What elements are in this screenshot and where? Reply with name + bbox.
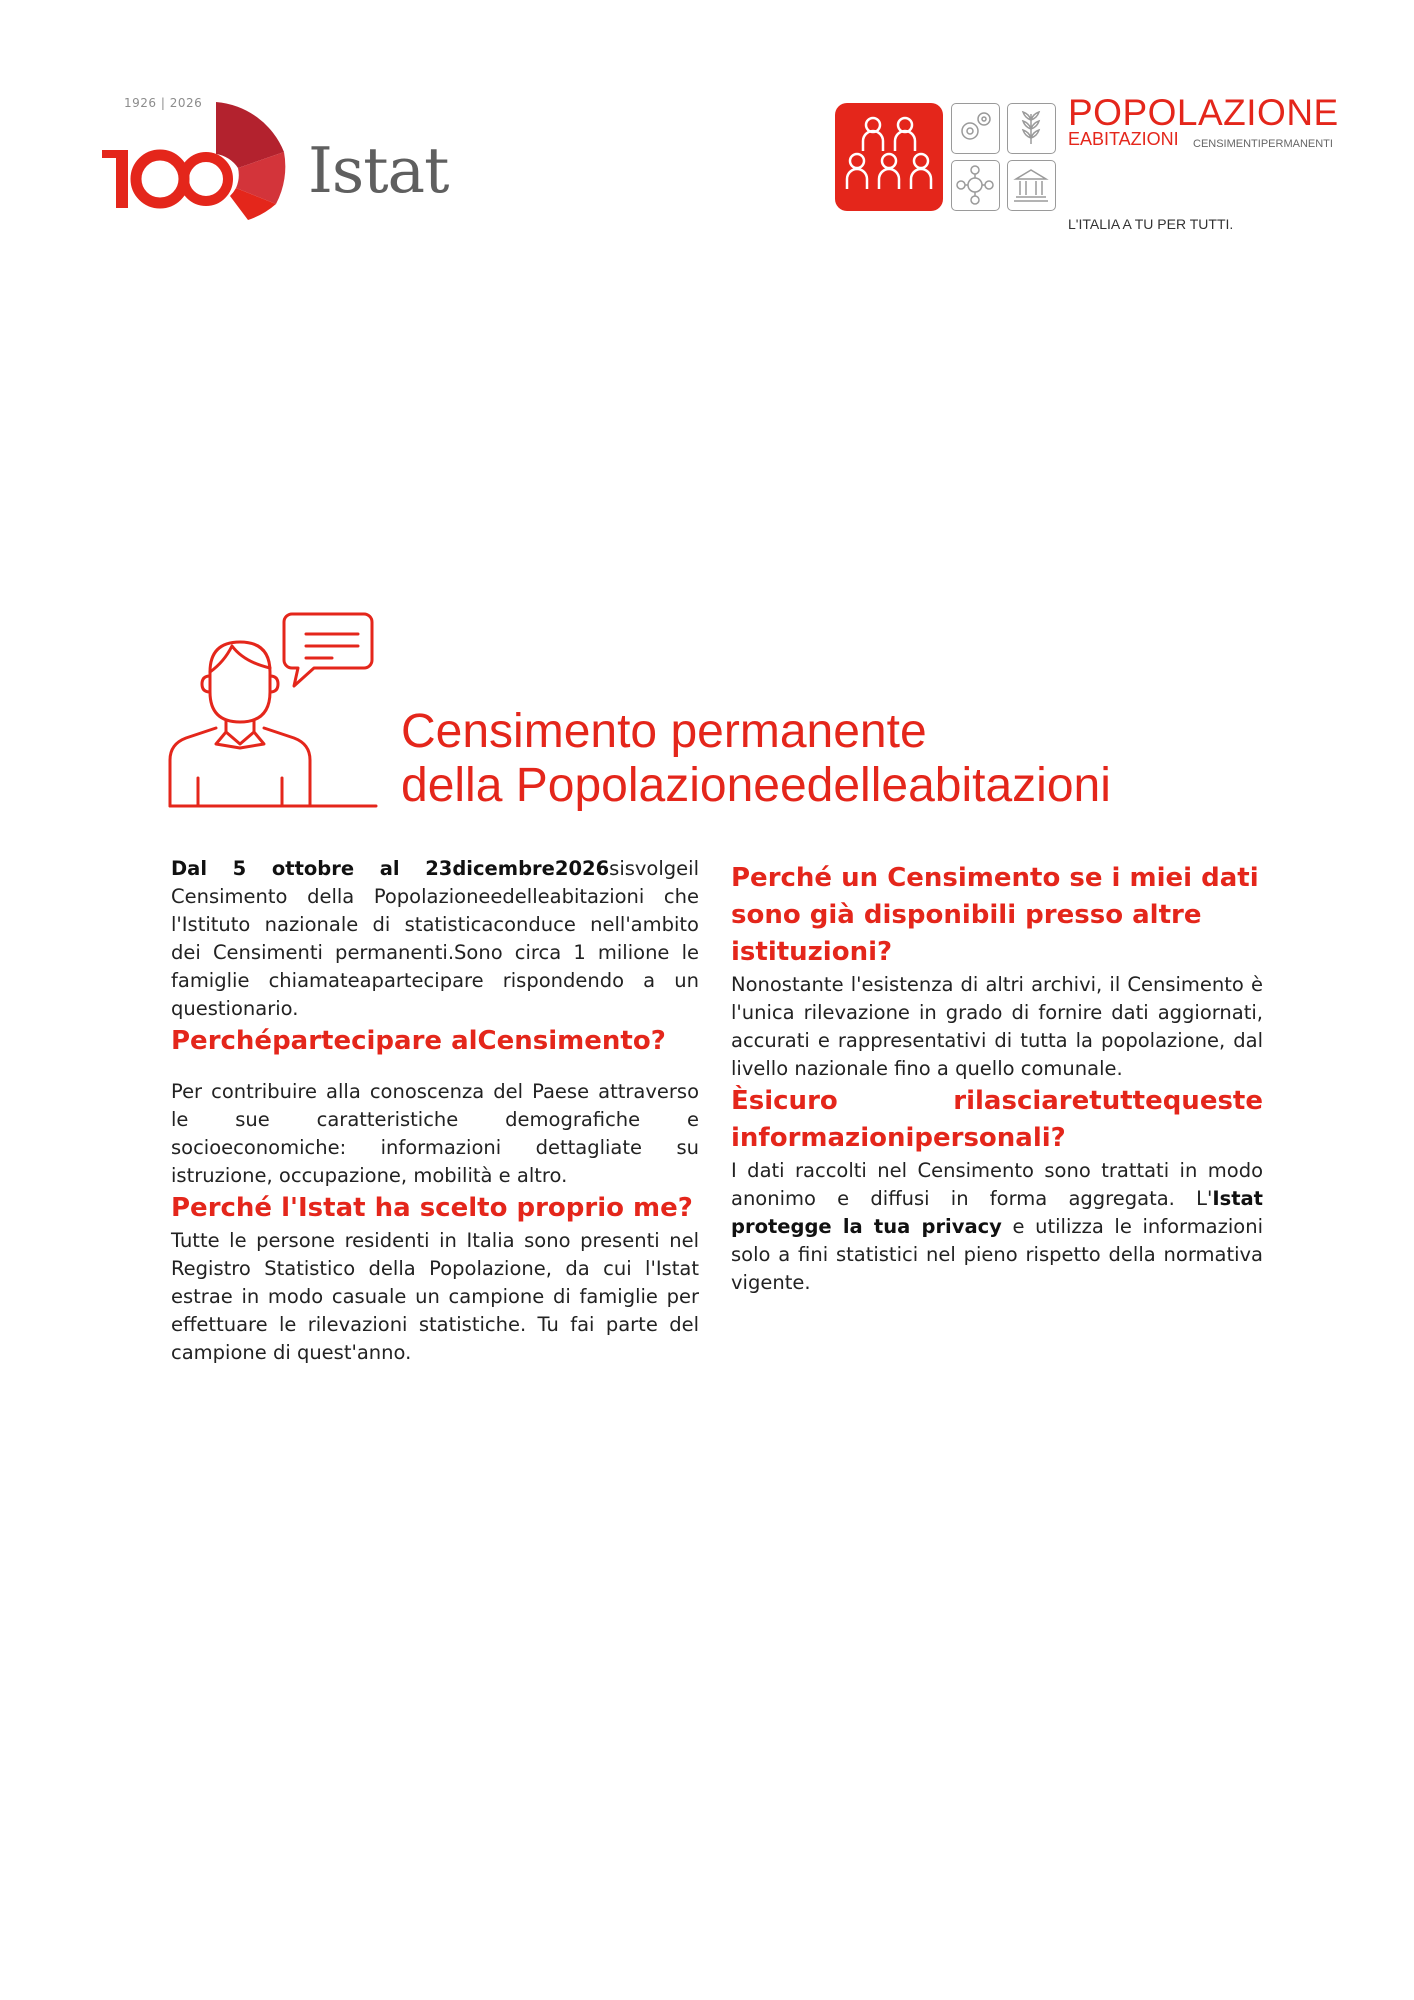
census-subtitle: EABITAZIONI: [1068, 129, 1179, 149]
heading-why-participate: Perchépartecipare alCensimento?: [171, 1026, 666, 1056]
intro-date-range: Dal 5 ottobre al 23dicembre2026: [171, 857, 610, 880]
census-slogan: L'ITALIA A TU PER TUTTI.: [1068, 216, 1234, 232]
census-title: POPOLAZIONE: [1068, 92, 1339, 133]
intro-paragraph: [171, 855, 699, 1023]
person-speech-bubble-icon: [168, 610, 378, 810]
paragraph-why-participate: Per contribuire alla conoscenza del Paese attraverso le sue caratteristiche demografiche e socioeconomiche: informazioni dettagliate su istruzione, occupazione, mobilità e altro.: [171, 1080, 699, 1187]
privacy-emphasis: Istat protegge la tua privacy: [731, 1187, 1263, 1238]
people-icon: [835, 103, 943, 211]
institution-tile-icon: [1007, 160, 1056, 211]
privacy-text-b: e utilizza le informazioni solo a fini statistici nel pieno rispetto della normativa vigente.: [731, 1215, 1263, 1294]
istat-100-logo-icon: [98, 96, 298, 220]
page-title-line-2: della Popolazioneedelleabitazioni: [401, 759, 1111, 812]
page-title-line-1: Censimento permanente: [401, 705, 927, 758]
left-column: [171, 855, 699, 1367]
census-people-badge: [835, 103, 943, 211]
right-column: [731, 860, 1263, 1297]
heading-why-me: Perché l'Istat ha scelto proprio me?: [171, 1193, 693, 1223]
paragraph-is-safe: [731, 1157, 1263, 1297]
heading-why-census: Perché un Censimento se i miei dati sono già disponibili presso altre istituzioni?: [731, 863, 1259, 967]
wheat-tile-icon: [1007, 103, 1056, 154]
paragraph-why-me: Tutte le persone residenti in Italia sono presenti nel Registro Statistico della Popolazione, da cui l'Istat estrae in modo casuale un campione di famiglie per effettuare le rilevazioni statistiche. Tu fai parte del campione di quest'anno.: [171, 1229, 699, 1364]
logo-years: 1926 | 2026: [124, 96, 203, 110]
privacy-text-a: I dati raccolti nel Censimento sono trattati in modo anonimo e diffusi in forma aggregata. L': [731, 1159, 1263, 1210]
gears-tile-icon: [951, 103, 1000, 154]
intro-text: sisvolgeil Censimento della Popolazioneedelleabitazioni che l'Istituto nazionale di statisticaconduce nell'ambito dei Censimenti permanenti.Sono circa 1 milione le famiglie chiamateapartecipare rispondendo a un questionario.: [171, 857, 699, 1020]
istat-wordmark: Istat: [308, 134, 449, 207]
network-tile-icon: [951, 160, 1000, 211]
paragraph-why-census: Nonostante l'esistenza di altri archivi, il Censimento è l'unica rilevazione in grado di fornire dati aggiornati, accurati e rappresentativi di tutta la popolazione, dal livello nazionale fino a quello comunale.: [731, 973, 1263, 1080]
census-subtitle-small: CENSIMENTIPERMANENTI: [1193, 138, 1333, 150]
heading-is-safe: Èsicuro rilasciaretuttequeste informazionipersonali?: [731, 1086, 1263, 1153]
